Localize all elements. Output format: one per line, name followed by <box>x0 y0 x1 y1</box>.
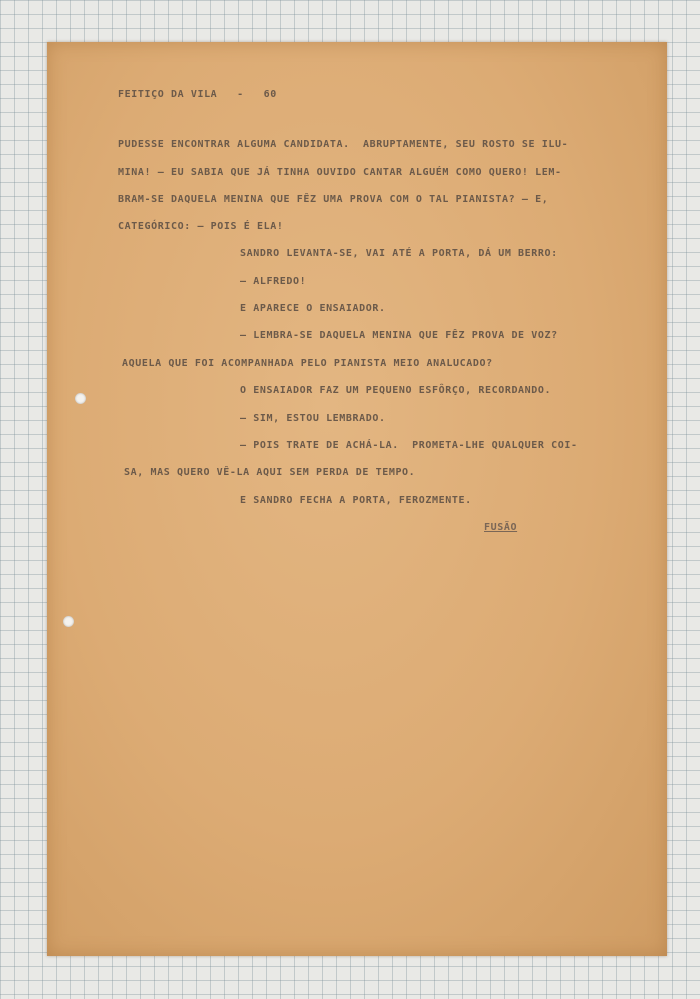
text-line: O ENSAIADOR FAZ UM PEQUENO ESFÔRÇO, RECORDANDO. <box>240 385 552 396</box>
text-line: — LEMBRA-SE DAQUELA MENINA QUE FÊZ PROVA DE VOZ? <box>240 330 558 341</box>
text-line: AQUELA QUE FOI ACOMPANHADA PELO PIANISTA MEIO ANALUCADO? <box>122 358 493 369</box>
closing-transition: FUSÃO <box>484 522 518 533</box>
text-line: — SIM, ESTOU LEMBRADO. <box>240 413 386 424</box>
text-line: E APARECE O ENSAIADOR. <box>240 303 386 314</box>
text-line: — POIS TRATE DE ACHÁ-LA. PROMETA-LHE QUALQUER COI- <box>240 440 578 451</box>
text-line: SA, MAS QUERO VÊ-LA AQUI SEM PERDA DE TEMPO. <box>124 467 416 478</box>
text-line: PUDESSE ENCONTRAR ALGUMA CANDIDATA. ABRUPTAMENTE, SEU ROSTO SE ILU- <box>118 139 569 150</box>
text-line: CATEGÓRICO: — POIS É ELA! <box>118 221 284 232</box>
text-line: BRAM-SE DAQUELA MENINA QUE FÊZ UMA PROVA COM O TAL PIANISTA? — E, <box>118 194 549 205</box>
punch-hole-top <box>75 393 86 404</box>
text-line: — ALFREDO! <box>240 276 307 287</box>
text-line: SANDRO LEVANTA-SE, VAI ATÉ A PORTA, DÁ UM BERRO: <box>240 248 558 259</box>
page-header: FEITIÇO DA VILA - 60 <box>118 89 277 100</box>
punch-hole-bottom <box>63 616 74 627</box>
typewritten-page <box>47 42 667 956</box>
text-line: E SANDRO FECHA A PORTA, FEROZMENTE. <box>240 495 472 506</box>
text-line: MINA! — EU SABIA QUE JÁ TINHA OUVIDO CANTAR ALGUÉM COMO QUERO! LEM- <box>118 167 562 178</box>
